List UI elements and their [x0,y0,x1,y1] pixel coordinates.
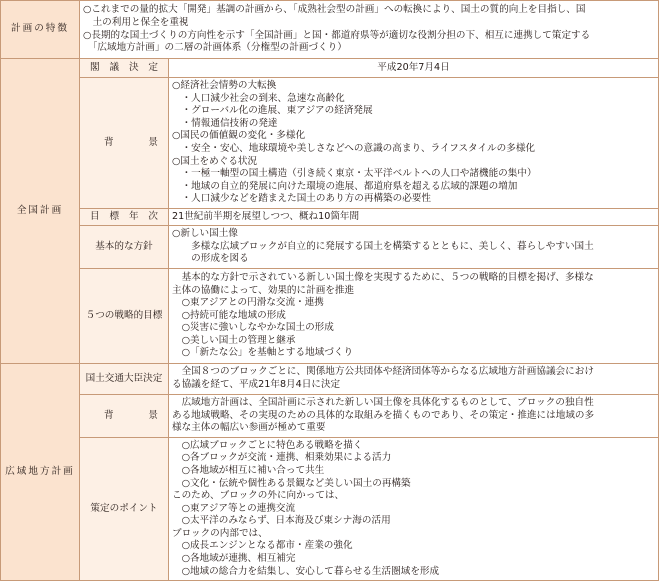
national-target-value: 21世紀前半期を展望しつつ、概ね10箇年間 [169,209,659,226]
regional-section-label: 広域地方計画 [1,364,80,581]
regional-background-text: 広域地方計画は、全国計画に示された新しい国土像を具体化するものとして、ブロックの独自性 ある地域戦略、その実現のための具体的な取組みを描くものであり、その策定・推進には地域の多 様な主体の幅広い参画が極めて重要 [172,397,595,434]
regional-decision-label: 国土交通大臣決定 [80,364,169,395]
national-target-row [1,209,659,226]
features-row [1,1,659,59]
national-section-label: 全国計画 [1,59,80,364]
national-strategy-label: ５つの戦略的目標 [80,269,169,364]
features-section-label: 計画の特徴 [1,1,80,59]
regional-points-text: ○広域ブロックごとに特色ある戦略を描く ○各ブロックが交流・連携、相乗効果による活力 ○各地域が相互に補い合って共生 ○文化・伝統や個性ある景観など美しい国土の再構築 このため、ブロックの外に向かっては、 ○東アジア等との連携交流 ○太平洋のみならず、日本海及び東シナ海の活用 ブロックの内部では、 ○成長エンジンとなる都市・産業の強化 ○各地域が連携、相互補完 ○地域の総合力を結集し、安心して暮らせる生活圏域を形成 [172,439,440,577]
national-decision-label: 閣 議 決 定 [80,59,169,78]
features-text: ○これまでの量的拡大「開発」基調の計画から、「成熟社会型の計画」への転換により、国土の質的向上を目指し、国 土の利用と保全を重視 ○長期的な国土づくりの方向性を示す「全国計画」と国・都道府県等が適切な役割分担の下、相互に連携して策定する 「広域地方計画」の二層の計画体系（分権型の計画づくり） [83,4,591,54]
regional-points-row [1,438,659,581]
national-background-row [1,78,659,209]
national-decision-row [1,59,659,78]
national-strategy-text: 基本的な方針で示されている新しい国土像を実現するために、５つの戦略的目標を掲げ、多様な 主体の協働によって、効果的に計画を推進 ○東アジアとの円滑な交流・連携 ○持続可能な地域の形成 ○災害に強いしなやかな国土の形成 ○美しい国土の管理と継承 ○「新たな公」を基軸とする地域づくり [172,271,594,359]
national-strategy-row [1,269,659,364]
regional-background-row [1,395,659,438]
national-policy-row [1,226,659,269]
national-background-text: ○経済社会情勢の大転換 ・人口減少社会の到来、急速な高齢化 ・グローバル化の進展、東アジアの経済発展 ・情報通信技術の発達 ○国民の価値観の変化・多様化 ・安全・安心、地球環境や美しさなどへの意識の高まり、ライフスタイルの多様化 ○国土をめぐる状況 ・一極一軸型の国土構造（引き続く東京・太平洋ベルトへの人口や諸機能の集中） ・地域の自立的発展に向けた環境の進展、都道府県を超える広域的課題の増加 ・人口減少などを踏まえた国土のあり方の再構築の必要性 [172,80,537,205]
national-target-label: 目 標 年 次 [80,209,169,226]
national-background-label: 背 景 [80,78,169,209]
regional-decision-text: 全国８つのブロックごとに、関係地方公共団体や経済団体等からなる広域地方計画協議会におけ る協議を経て、平成21年8月4日に決定 [172,366,594,390]
national-policy-label: 基本的な方針 [80,226,169,269]
regional-points-label: 策定のポイント [80,438,169,581]
national-policy-text: ○新しい国土像 多様な広域ブロックが自立的に発展する国土を構築するとともに、美しく、暮らしやすい国土 の形成を図る [172,228,594,265]
regional-decision-row [1,364,659,395]
regional-background-label: 背 景 [80,395,169,438]
national-decision-value: 平成20年7月4日 [169,59,659,78]
